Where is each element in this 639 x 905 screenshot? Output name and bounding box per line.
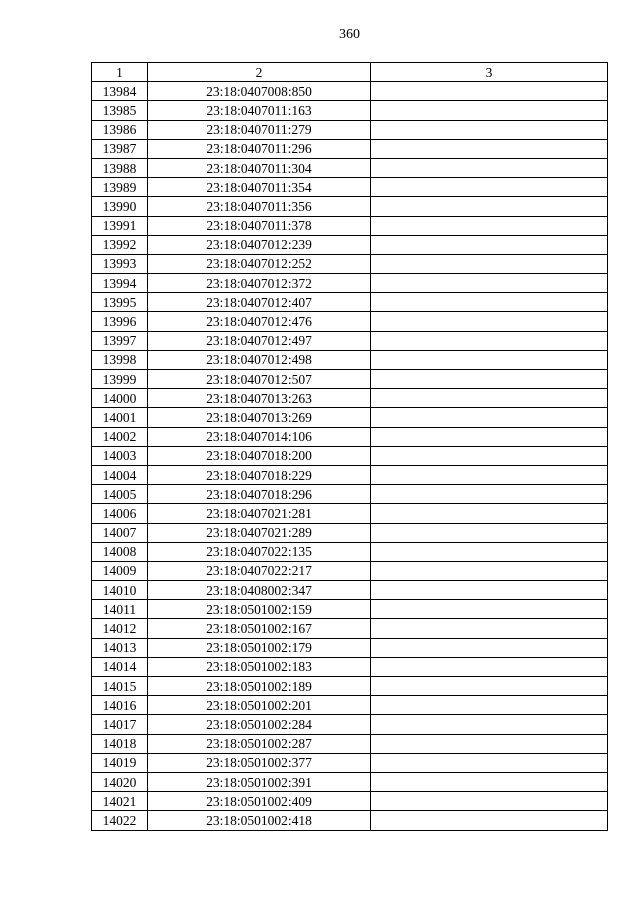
table-row <box>92 158 608 177</box>
row-index-cell: 13993 <box>92 254 148 273</box>
note-cell <box>371 792 608 811</box>
row-index-cell: 14016 <box>92 696 148 715</box>
cadastral-number-cell: 23:18:0407013:263 <box>148 389 371 408</box>
note-cell <box>371 753 608 772</box>
cadastral-number-cell: 23:18:0407008:850 <box>148 82 371 101</box>
table-row <box>92 120 608 139</box>
cadastral-number-cell: 23:18:0501002:391 <box>148 772 371 791</box>
table-row <box>92 389 608 408</box>
row-index-cell: 13987 <box>92 139 148 158</box>
table-row <box>92 504 608 523</box>
note-cell <box>371 542 608 561</box>
row-index-cell: 14020 <box>92 772 148 791</box>
cadastral-number-cell: 23:18:0407011:304 <box>148 158 371 177</box>
note-cell <box>371 139 608 158</box>
note-cell <box>371 178 608 197</box>
cadastral-number-cell: 23:18:0501002:179 <box>148 638 371 657</box>
note-cell <box>371 677 608 696</box>
table-row <box>92 542 608 561</box>
row-index-cell: 14017 <box>92 715 148 734</box>
row-index-cell: 13992 <box>92 235 148 254</box>
note-cell <box>371 619 608 638</box>
row-index-cell: 14002 <box>92 427 148 446</box>
row-index-cell: 14010 <box>92 581 148 600</box>
table-row <box>92 274 608 293</box>
table-row <box>92 427 608 446</box>
note-cell <box>371 235 608 254</box>
table-row <box>92 792 608 811</box>
table-row <box>92 600 608 619</box>
cadastral-number-cell: 23:18:0407011:378 <box>148 216 371 235</box>
cadastral-number-cell: 23:18:0501002:201 <box>148 696 371 715</box>
note-cell <box>371 734 608 753</box>
table-row <box>92 485 608 504</box>
cadastral-number-cell: 23:18:0501002:377 <box>148 753 371 772</box>
cadastral-number-cell: 23:18:0407022:135 <box>148 542 371 561</box>
row-index-cell: 13985 <box>92 101 148 120</box>
row-index-cell: 14013 <box>92 638 148 657</box>
note-cell <box>371 657 608 676</box>
cadastral-number-cell: 23:18:0407012:239 <box>148 235 371 254</box>
row-index-cell: 13999 <box>92 370 148 389</box>
note-cell <box>371 101 608 120</box>
table-row <box>92 657 608 676</box>
note-cell <box>371 638 608 657</box>
row-index-cell: 13990 <box>92 197 148 216</box>
table-row <box>92 101 608 120</box>
note-cell <box>371 581 608 600</box>
note-cell <box>371 465 608 484</box>
cadastral-number-cell: 23:18:0407012:498 <box>148 350 371 369</box>
table-row <box>92 178 608 197</box>
cadastral-number-cell: 23:18:0407012:407 <box>148 293 371 312</box>
note-cell <box>371 158 608 177</box>
cadastral-number-cell: 23:18:0407022:217 <box>148 561 371 580</box>
row-index-cell: 14006 <box>92 504 148 523</box>
table-row <box>92 293 608 312</box>
row-index-cell: 13989 <box>92 178 148 197</box>
cadastral-number-cell: 23:18:0501002:284 <box>148 715 371 734</box>
cadastral-number-cell: 23:18:0407012:476 <box>148 312 371 331</box>
cadastral-number-cell: 23:18:0407018:200 <box>148 446 371 465</box>
note-cell <box>371 811 608 830</box>
row-index-cell: 14018 <box>92 734 148 753</box>
table-row <box>92 677 608 696</box>
cadastral-number-cell: 23:18:0501002:418 <box>148 811 371 830</box>
row-index-cell: 13996 <box>92 312 148 331</box>
cadastral-number-cell: 23:18:0408002:347 <box>148 581 371 600</box>
note-cell <box>371 389 608 408</box>
table-row <box>92 734 608 753</box>
header-row <box>92 63 608 82</box>
row-index-cell: 14019 <box>92 753 148 772</box>
table-row <box>92 753 608 772</box>
note-cell <box>371 312 608 331</box>
cadastral-number-cell: 23:18:0407018:296 <box>148 485 371 504</box>
note-cell <box>371 120 608 139</box>
row-index-cell: 14022 <box>92 811 148 830</box>
cadastral-number-cell: 23:18:0407013:269 <box>148 408 371 427</box>
row-index-cell: 13984 <box>92 82 148 101</box>
note-cell <box>371 274 608 293</box>
row-index-cell: 14015 <box>92 677 148 696</box>
note-cell <box>371 696 608 715</box>
note-cell <box>371 370 608 389</box>
cadastral-number-cell: 23:18:0407011:356 <box>148 197 371 216</box>
table-row <box>92 197 608 216</box>
table-body <box>92 82 608 830</box>
cadastral-number-cell: 23:18:0407018:229 <box>148 465 371 484</box>
note-cell <box>371 254 608 273</box>
table-row <box>92 696 608 715</box>
row-index-cell: 13988 <box>92 158 148 177</box>
row-index-cell: 14005 <box>92 485 148 504</box>
row-index-cell: 14008 <box>92 542 148 561</box>
note-cell <box>371 331 608 350</box>
table-row <box>92 408 608 427</box>
table-row <box>92 235 608 254</box>
table-row <box>92 331 608 350</box>
note-cell <box>371 715 608 734</box>
cadastral-number-cell: 23:18:0407021:289 <box>148 523 371 542</box>
row-index-cell: 13995 <box>92 293 148 312</box>
note-cell <box>371 293 608 312</box>
note-cell <box>371 427 608 446</box>
row-index-cell: 13991 <box>92 216 148 235</box>
table-row <box>92 561 608 580</box>
table-row <box>92 772 608 791</box>
note-cell <box>371 350 608 369</box>
cadastral-number-cell: 23:18:0407011:296 <box>148 139 371 158</box>
column-header-1: 1 <box>92 63 148 82</box>
table-row <box>92 312 608 331</box>
table-row <box>92 619 608 638</box>
note-cell <box>371 523 608 542</box>
cadastral-number-cell: 23:18:0407012:497 <box>148 331 371 350</box>
row-index-cell: 14011 <box>92 600 148 619</box>
cadastral-number-cell: 23:18:0407012:252 <box>148 254 371 273</box>
column-header-3: 3 <box>371 63 608 82</box>
row-index-cell: 14021 <box>92 792 148 811</box>
note-cell <box>371 408 608 427</box>
table-row <box>92 139 608 158</box>
cadastral-number-cell: 23:18:0407011:354 <box>148 178 371 197</box>
row-index-cell: 13994 <box>92 274 148 293</box>
table-row <box>92 523 608 542</box>
cadastral-number-cell: 23:18:0501002:409 <box>148 792 371 811</box>
note-cell <box>371 485 608 504</box>
note-cell <box>371 600 608 619</box>
cadastral-number-cell: 23:18:0407014:106 <box>148 427 371 446</box>
cadastral-number-cell: 23:18:0501002:189 <box>148 677 371 696</box>
row-index-cell: 14014 <box>92 657 148 676</box>
note-cell <box>371 197 608 216</box>
table-row <box>92 216 608 235</box>
row-index-cell: 14000 <box>92 389 148 408</box>
table-row <box>92 82 608 101</box>
cadastral-number-cell: 23:18:0501002:167 <box>148 619 371 638</box>
row-index-cell: 13986 <box>92 120 148 139</box>
cadastral-number-cell: 23:18:0501002:287 <box>148 734 371 753</box>
row-index-cell: 13998 <box>92 350 148 369</box>
table-row <box>92 465 608 484</box>
row-index-cell: 14004 <box>92 465 148 484</box>
table-row <box>92 254 608 273</box>
row-index-cell: 13997 <box>92 331 148 350</box>
note-cell <box>371 504 608 523</box>
table-row <box>92 350 608 369</box>
row-index-cell: 14012 <box>92 619 148 638</box>
table-row <box>92 581 608 600</box>
cadastral-number-cell: 23:18:0407011:163 <box>148 101 371 120</box>
registry-table <box>91 62 608 831</box>
note-cell <box>371 772 608 791</box>
row-index-cell: 14003 <box>92 446 148 465</box>
table-row <box>92 370 608 389</box>
cadastral-number-cell: 23:18:0407021:281 <box>148 504 371 523</box>
table-row <box>92 638 608 657</box>
page-number: 360 <box>339 27 360 42</box>
cadastral-number-cell: 23:18:0407012:372 <box>148 274 371 293</box>
cadastral-number-cell: 23:18:0407011:279 <box>148 120 371 139</box>
table-row <box>92 811 608 830</box>
column-header-2: 2 <box>148 63 371 82</box>
row-index-cell: 14001 <box>92 408 148 427</box>
cadastral-number-cell: 23:18:0501002:183 <box>148 657 371 676</box>
cadastral-number-cell: 23:18:0501002:159 <box>148 600 371 619</box>
row-index-cell: 14007 <box>92 523 148 542</box>
note-cell <box>371 216 608 235</box>
note-cell <box>371 561 608 580</box>
note-cell <box>371 82 608 101</box>
note-cell <box>371 446 608 465</box>
cadastral-number-cell: 23:18:0407012:507 <box>148 370 371 389</box>
table-row <box>92 715 608 734</box>
row-index-cell: 14009 <box>92 561 148 580</box>
table-row <box>92 446 608 465</box>
table-header <box>92 63 608 82</box>
